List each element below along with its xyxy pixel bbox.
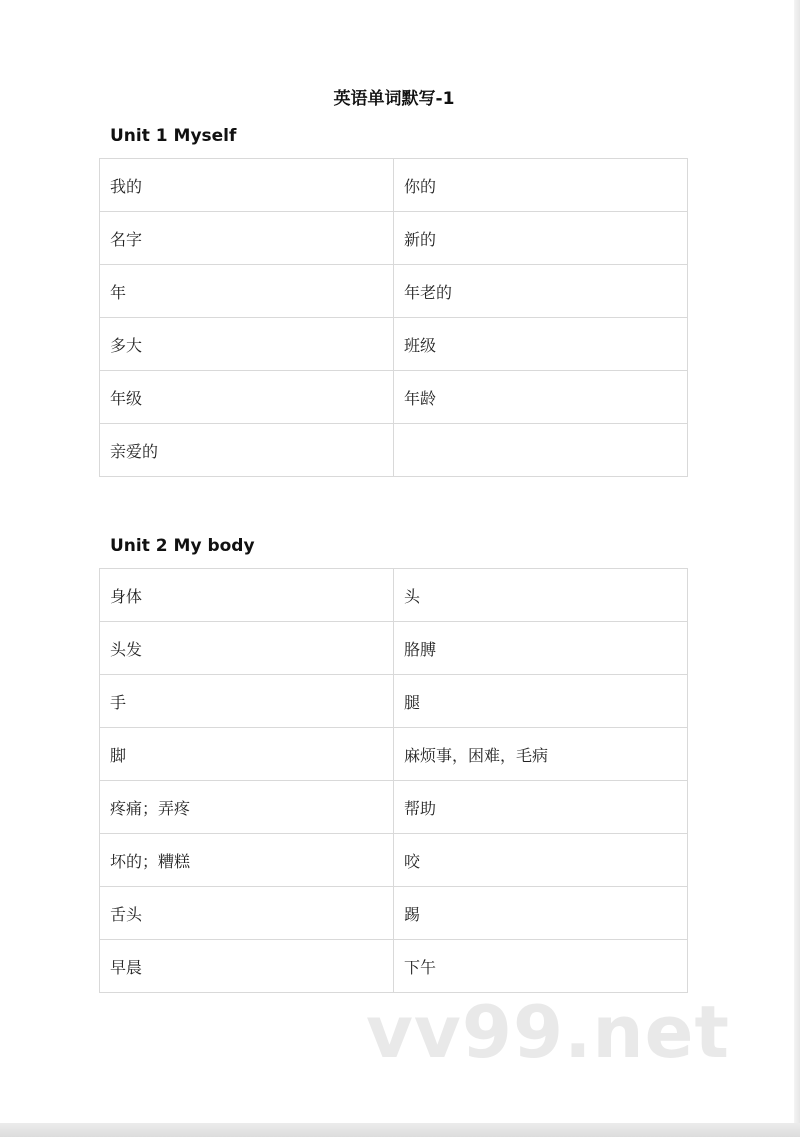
table-cell: 早晨 [100,940,394,993]
table-row [100,940,688,993]
table-row [100,675,688,728]
table-cell [394,424,688,477]
table-row [100,569,688,622]
table-cell: 脚 [100,728,394,781]
document-title: 英语单词默写-1 [333,89,455,109]
page-bottom-shadow [0,1123,800,1137]
table-cell: 年龄 [394,371,688,424]
table-row [100,728,688,781]
table-cell: 帮助 [394,781,688,834]
table-cell: 头发 [100,622,394,675]
table-cell: 你的 [394,159,688,212]
table-cell: 班级 [394,318,688,371]
table-row [100,318,688,371]
table-row [100,212,688,265]
table-cell: 舌头 [100,887,394,940]
table-cell: 身体 [100,569,394,622]
table-row [100,887,688,940]
table-row [100,159,688,212]
table-cell: 手 [100,675,394,728]
table-cell: 下午 [394,940,688,993]
table-row [100,781,688,834]
table-row [100,371,688,424]
unit-2-vocab-table [99,568,688,993]
table-cell: 咬 [394,834,688,887]
watermark-text: vv99.net [366,990,730,1074]
table-cell: 坏的；糟糕 [100,834,394,887]
table-cell: 胳膊 [394,622,688,675]
table-row [100,424,688,477]
table-cell: 新的 [394,212,688,265]
table-cell: 腿 [394,675,688,728]
table-cell: 年老的 [394,265,688,318]
table-row [100,265,688,318]
table-row [100,834,688,887]
table-cell: 亲爱的 [100,424,394,477]
table-cell: 踢 [394,887,688,940]
table-cell: 名字 [100,212,394,265]
table-row [100,622,688,675]
table-cell: 麻烦事，困难，毛病 [394,728,688,781]
unit-2-heading: Unit 2 My body [110,536,255,556]
unit-1-heading: Unit 1 Myself [110,126,237,146]
table-cell: 头 [394,569,688,622]
table-cell: 我的 [100,159,394,212]
table-cell: 多大 [100,318,394,371]
table-cell: 疼痛；弄疼 [100,781,394,834]
table-cell: 年级 [100,371,394,424]
unit-1-vocab-table [99,158,688,477]
page-edge-shadow [794,0,800,1137]
table-cell: 年 [100,265,394,318]
